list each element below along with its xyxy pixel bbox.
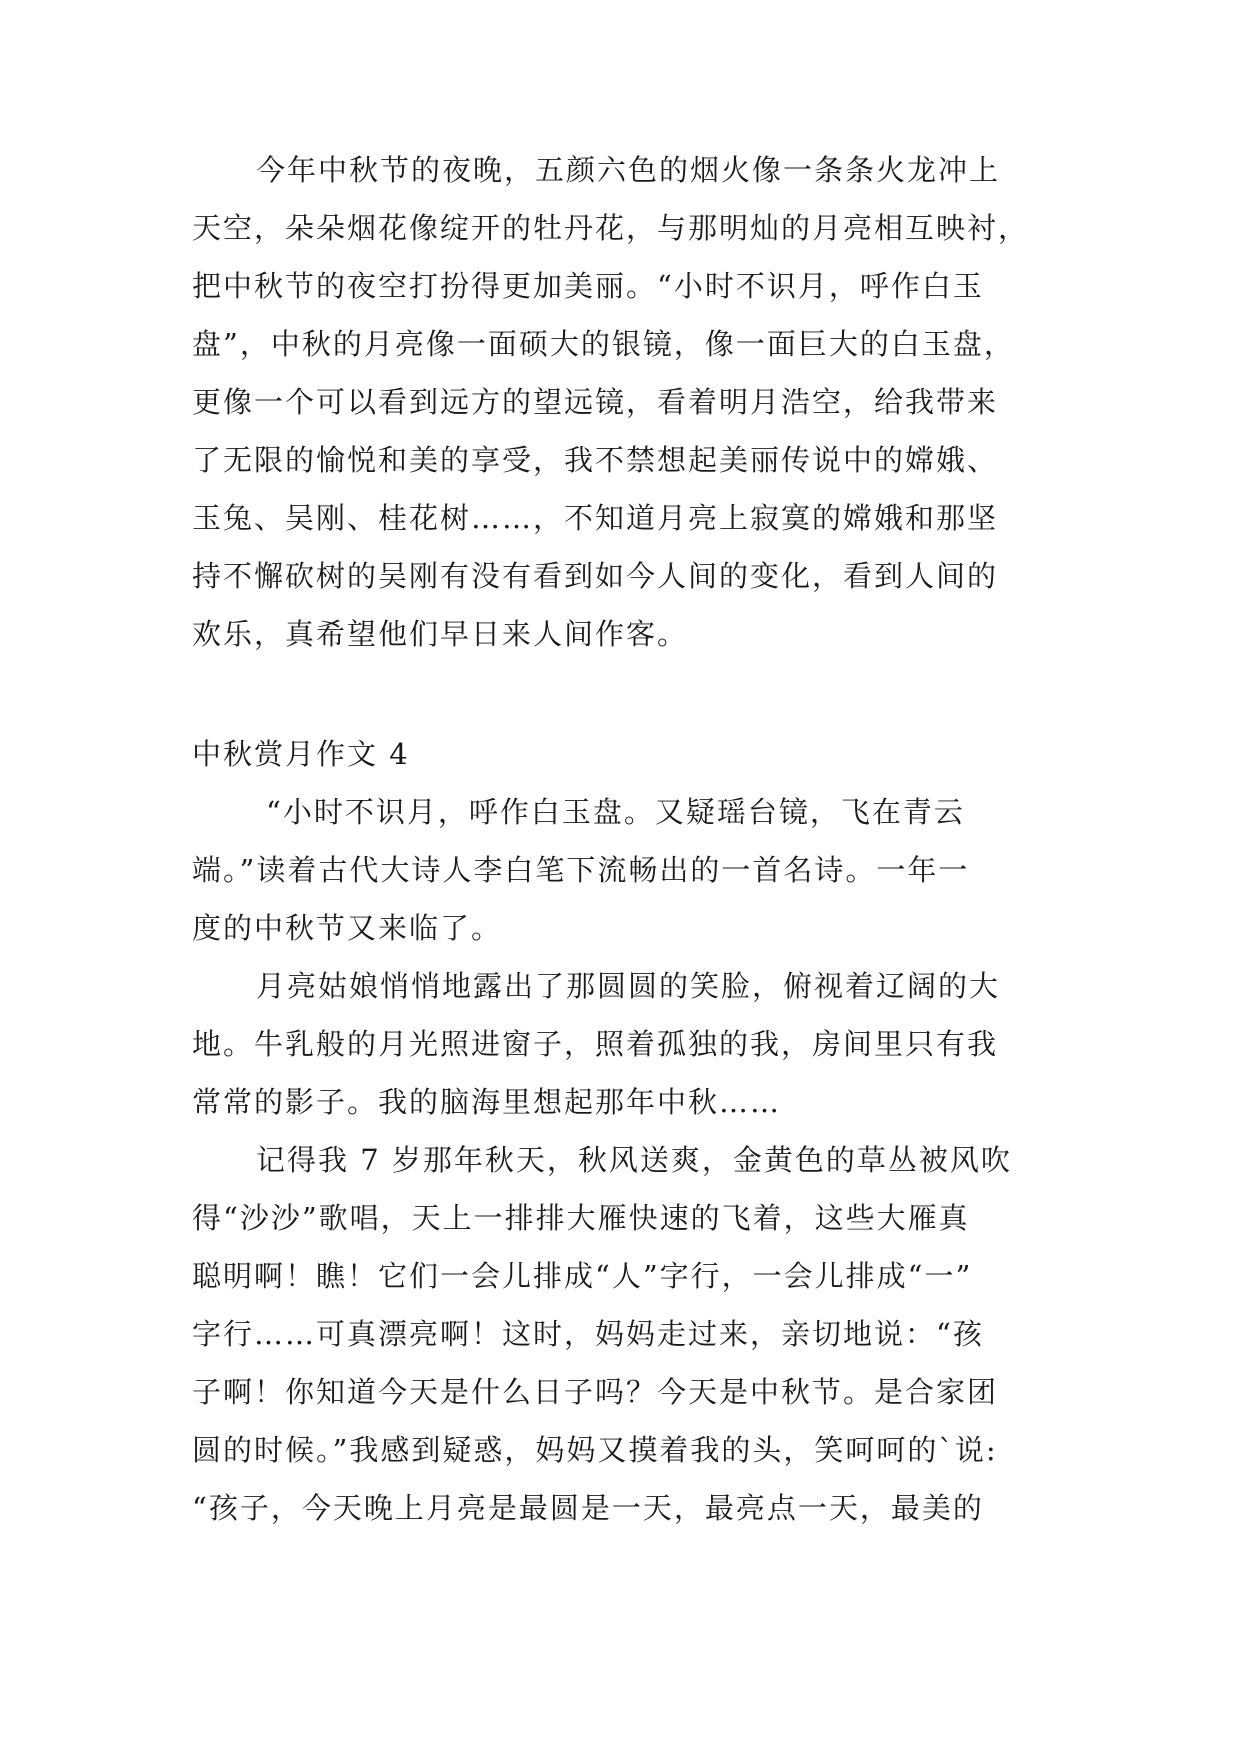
paragraph-line: 盘”，中秋的月亮像一面硕大的银镜，像一面巨大的白玉盘，	[192, 327, 1015, 361]
paragraph-line: 了无限的愉悦和美的享受，我不禁想起美丽传说中的嫦娥、	[192, 443, 999, 477]
paragraph-line: 常常的影子。我的脑海里想起那年中秋……	[192, 1085, 782, 1119]
paragraph-line: “小时不识月，呼作白玉盘。又疑瑶台镜，飞在青云	[266, 795, 965, 829]
paragraph-line: 字行……可真漂亮啊！这时，妈妈走过来，亲切地说：“孩	[192, 1317, 984, 1351]
paragraph-line: 把中秋节的夜空打扮得更加美丽。“小时不识月，呼作白玉	[192, 269, 984, 303]
paragraph-line: 地。牛乳般的月光照进窗子，照着孤独的我，房间里只有我	[192, 1027, 999, 1061]
section-heading: 中秋赏月作文 4	[192, 737, 410, 771]
paragraph-line: 更像一个可以看到远方的望远镜，看着明月浩空，给我带来	[192, 385, 999, 419]
paragraph-line: 月亮姑娘悄悄地露出了那圆圆的笑脸，俯视着辽阔的大	[256, 969, 1001, 1003]
paragraph-line: 度的中秋节又来临了。	[192, 911, 503, 945]
paragraph-line: 玉兔、吴刚、桂花树……，不知道月亮上寂寞的嫦娥和那坚	[192, 501, 999, 535]
paragraph-line: 得“沙沙”歌唱，天上一排排大雁快速的飞着，这些大雁真	[192, 1201, 970, 1235]
paragraph-line: 今年中秋节的夜晚，五颜六色的烟火像一条条火龙冲上	[256, 153, 1001, 187]
paragraph-line: 圆的时候。”我感到疑惑，妈妈又摸着我的头，笑呵呵的`说:	[192, 1433, 998, 1467]
paragraph-line: 聪明啊！瞧！它们一会儿排成“人”字行，一会儿排成“一”	[192, 1259, 973, 1293]
paragraph-line: 欢乐，真希望他们早日来人间作客。	[192, 617, 689, 651]
paragraph-line: 持不懈砍树的吴刚有没有看到如今人间的变化，看到人间的	[192, 559, 999, 593]
paragraph-line: 记得我 7 岁那年秋天，秋风送爽，金黄色的草丛被风吹	[256, 1143, 1012, 1177]
paragraph-line: 子啊！你知道今天是什么日子吗？今天是中秋节。是合家团	[192, 1375, 999, 1409]
paragraph-line: 端。”读着古代大诗人李白笔下流畅出的一首名诗。一年一	[192, 853, 970, 887]
paragraph-line: “孩子，今天晚上月亮是最圆是一天，最亮点一天，最美的	[192, 1491, 984, 1525]
paragraph-line: 天空，朵朵烟花像绽开的牡丹花，与那明灿的月亮相互映衬，	[192, 211, 1030, 245]
